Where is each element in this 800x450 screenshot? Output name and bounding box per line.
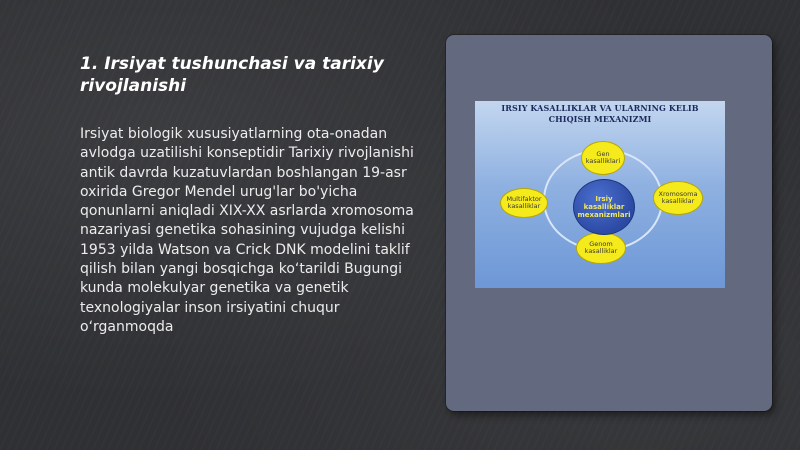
diagram-title-line-2: CHIQISH MEXANIZMI [548, 114, 652, 124]
slide-title: 1. Irsiyat tushunchasi va tarixiy rivojlanishi [80, 54, 384, 96]
node-chromosome-diseases-label: Xromosoma kasalliklar [658, 189, 698, 205]
node-center-label: Irsiy kasalliklar mexanizmlari [577, 195, 631, 219]
node-gene-diseases [581, 141, 625, 175]
node-multifactor-diseases [500, 188, 548, 218]
node-center-mechanisms [573, 179, 635, 235]
node-gene-diseases-label: Gen kasalliklari [585, 149, 621, 165]
diagram-title-line-1: IRSIY KASALLIKLAR VA ULARNING KELIB [501, 103, 699, 113]
node-genome-diseases [576, 232, 626, 264]
node-multifactor-diseases-label: Multifaktor kasalliklar [506, 194, 542, 210]
diagram-image [475, 101, 725, 288]
node-genome-diseases-label: Genom kasalliklar [584, 239, 618, 255]
slide-body-text: Irsiyat biologik xususiyatlarning ota-onadan avlodga uzatilishi konseptidir Tarixiy rivojlanishi antik davrda kuzatuvlardan boshlangan 19-asr oxirida Gregor Mendel urug'lar bo'yicha qonunlarni aniqladi XIX-XX asrlarda xromosoma nazariyasi genetika sohasining vujudga kelishi 1953 yilda Watson va Crick DNK modelini taklif qilish bilan yangi bosqichga ko‘tarildi Bugungi kunda molekulyar genetika va genetik texnologiyalar inson irsiyatini chuqur o‘rganmoqda [80, 126, 414, 335]
diagram-title [475, 103, 725, 125]
node-chromosome-diseases [653, 181, 703, 215]
